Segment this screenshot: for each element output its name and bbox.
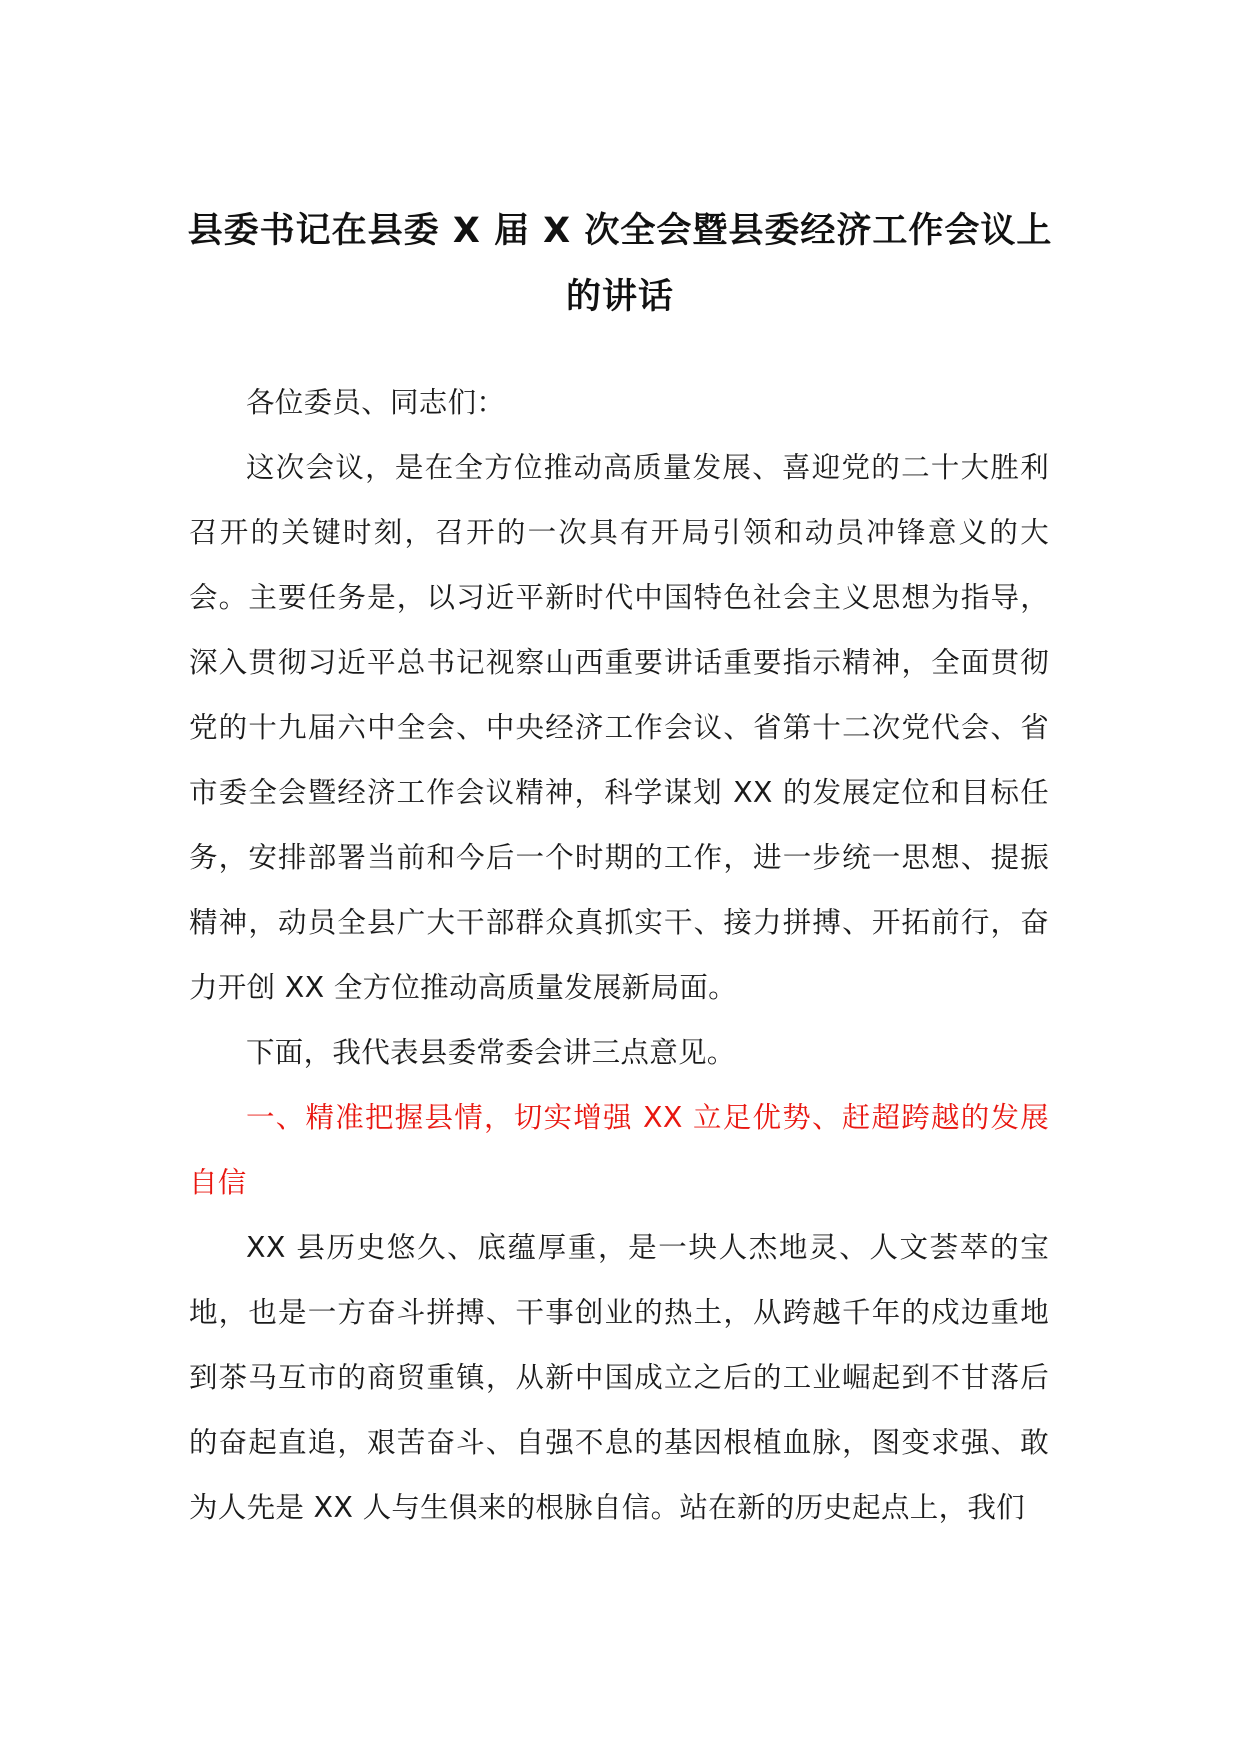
section-paragraph: XX 县历史悠久、底蕴厚重，是一块人杰地灵、人文荟萃的宝地，也是一方奋斗拼搏、干事创业的热土，从跨越千年的戍边重地到茶马互市的商贸重镇，从新中国成立之后的工业崛起到不甘落后的奋起直追，艰苦奋斗、自强不息的基因根植血脉，图变求强、敢为人先是 XX 人与生俱来的根脉自信。站在新的历史起点上，我们 — [189, 1231, 1049, 1524]
intro-paragraph: 这次会议，是在全方位推动高质量发展、喜迎党的二十大胜利召开的关键时刻，召开的一次具有开局引领和动员冲锋意义的大会。主要任务是，以习近平新时代中国特色社会主义思想为指导，深入贯彻习近平总书记视察山西重要讲话重要指示精神，全面贯彻党的十九届六中全会、中央经济工作会议、省第十二次党代会、省市委全会暨经济工作会议精神，科学谋划 XX 的发展定位和目标任务，安排部署当前和今后一个时期的工作，进一步统一思想、提振精神，动员全县广大干部群众真抓实干、接力拼搏、开拓前行，奋力开创 XX 全方位推动高质量发展新局面。 — [189, 451, 1049, 1004]
transition-paragraph: 下面，我代表县委常委会讲三点意见。 — [246, 1036, 736, 1069]
document-title: 县委书记在县委 X 届 X 次全会暨县委经济工作会议上的讲话 — [187, 211, 1053, 317]
document-body — [189, 370, 1049, 1540]
salutation-paragraph: 各位委员、同志们： — [246, 386, 506, 419]
section-heading: 一、精准把握县情，切实增强 XX 立足优势、赶超跨越的发展自信 — [189, 1101, 1049, 1199]
